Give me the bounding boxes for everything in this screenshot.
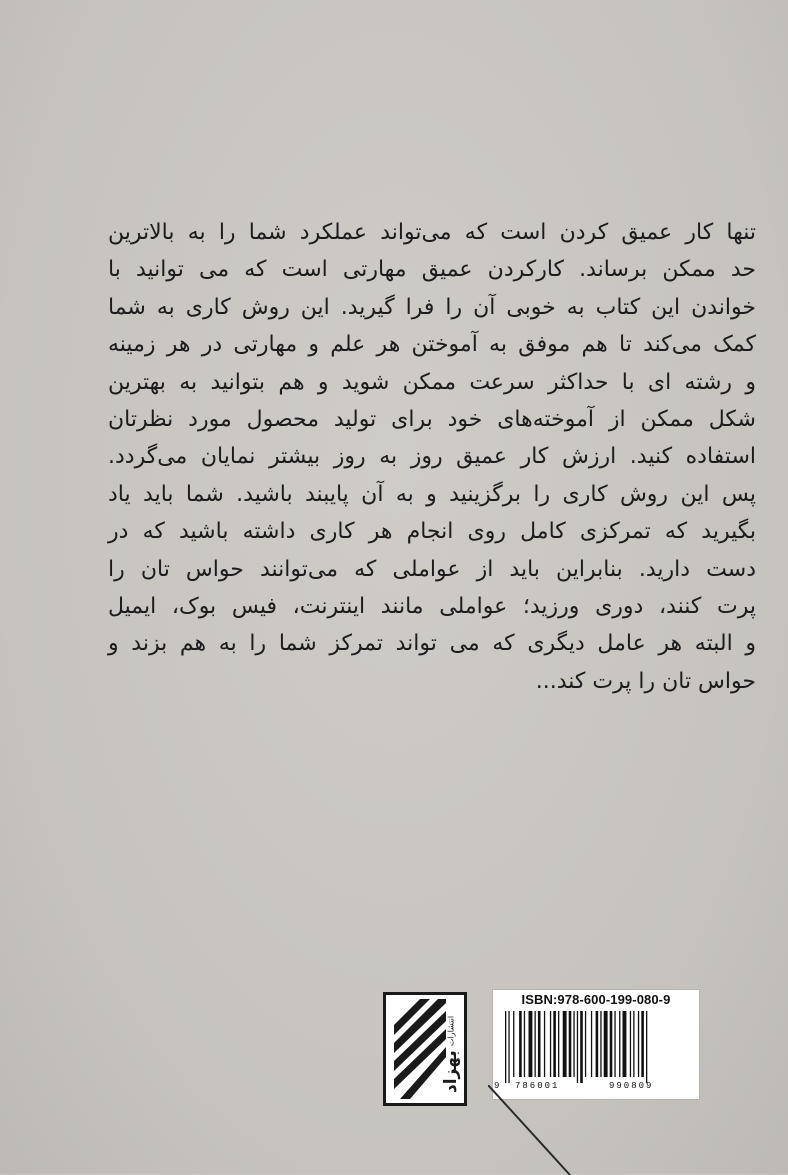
barcode-bar bbox=[569, 1011, 572, 1077]
barcode-bar bbox=[623, 1011, 627, 1077]
barcode-bar bbox=[524, 1011, 525, 1077]
blurb-line: پس این روش کاری را برگزینید و به آن پایبند باشید. شما باید یاد bbox=[108, 481, 756, 507]
barcode-bar bbox=[553, 1011, 556, 1077]
blurb-line: دست دارید. بنابراین باید از عواملی که می‌توانند حواس تان را bbox=[108, 556, 756, 582]
barcode-bar bbox=[614, 1011, 615, 1077]
barcode-bar bbox=[573, 1011, 574, 1077]
blurb-line: استفاده کنید. ارزش کار عمیق روز به روز بیشتر نمایان می‌گردد. bbox=[108, 444, 756, 470]
barcode-bar bbox=[544, 1011, 545, 1077]
barcode-bar bbox=[563, 1011, 567, 1077]
barcode-bar bbox=[630, 1011, 631, 1077]
blurb-line: خواندن این کتاب به خوبی آن را فرا گیرید. این روش کاری به شما bbox=[108, 294, 756, 320]
barcode-bar bbox=[538, 1011, 541, 1077]
barcode-bar bbox=[591, 1011, 592, 1077]
barcode-bar bbox=[550, 1011, 551, 1077]
barcode-bar bbox=[610, 1011, 613, 1077]
isbn-label: ISBN:978-600-199-080-9 bbox=[521, 992, 671, 1007]
barcode-bar bbox=[529, 1011, 533, 1077]
back-cover-blurb bbox=[108, 214, 756, 700]
barcode-bar bbox=[638, 1011, 639, 1077]
barcode-bar bbox=[604, 1011, 608, 1077]
blurb-line: تنها کار عمیق کردن است که می‌تواند عملکرد شما را به بالاترین bbox=[108, 220, 756, 245]
publisher-name-text: بهزاد bbox=[441, 1050, 461, 1093]
blurb-line: کمک می‌کند تا هم موفق به آموختن هر علم و مهارتی در هر زمینه bbox=[108, 332, 756, 358]
barcode-bar bbox=[596, 1011, 599, 1077]
barcode-bar bbox=[619, 1011, 620, 1077]
blurb-line: بگیرید که تمرکزی کامل روی انجام هر کاری داشته باشید که در bbox=[108, 519, 756, 545]
blurb-line: و البته هر عامل دیگری که می تواند تمرکز شما را به هم بزند و bbox=[108, 631, 756, 657]
publisher-name bbox=[441, 1005, 461, 1093]
publisher-logo bbox=[383, 992, 467, 1106]
barcode-right-digits: 990809 bbox=[609, 1081, 654, 1091]
barcode-left-digits: 786001 bbox=[515, 1081, 560, 1091]
cover-corner-line bbox=[488, 1085, 618, 1175]
blurb-line: حواس تان را پرت کند... bbox=[535, 668, 756, 694]
isbn-barcode bbox=[492, 989, 700, 1100]
barcode-bar bbox=[585, 1011, 586, 1077]
barcode-bar bbox=[519, 1011, 522, 1077]
barcode-bar bbox=[580, 1011, 583, 1083]
blurb-line: شکل ممکن از آموخته‌های خود برای تولید محصول مورد نظرتان bbox=[108, 406, 756, 432]
barcode-bar bbox=[577, 1011, 578, 1083]
barcode-bar bbox=[641, 1011, 644, 1077]
barcode-bar bbox=[508, 1011, 509, 1083]
barcode-bar bbox=[505, 1011, 506, 1083]
blurb-line: حد ممکن برساند. کارکردن عمیق مهارتی است که می توانید با bbox=[108, 257, 756, 283]
barcode-bar bbox=[558, 1011, 559, 1077]
barcode-bar bbox=[646, 1011, 647, 1083]
blurb-line: پرت کنند، دوری ورزید؛ عواملی مانند اینترنت، فیس بوک، ایمیل bbox=[108, 593, 756, 619]
barcode-lead-digit: 9 bbox=[494, 1081, 500, 1091]
barcode-bar bbox=[513, 1011, 514, 1077]
barcode-bar bbox=[600, 1011, 601, 1077]
blurb-line: و رشته ای با حداکثر سرعت ممکن شوید و هم بتوانید به بهترین bbox=[108, 369, 756, 395]
barcode-bars bbox=[499, 1011, 695, 1083]
barcode-bar bbox=[535, 1011, 536, 1077]
barcode-bar bbox=[633, 1011, 634, 1077]
publisher-sub-text: انتشارات bbox=[446, 1016, 456, 1047]
